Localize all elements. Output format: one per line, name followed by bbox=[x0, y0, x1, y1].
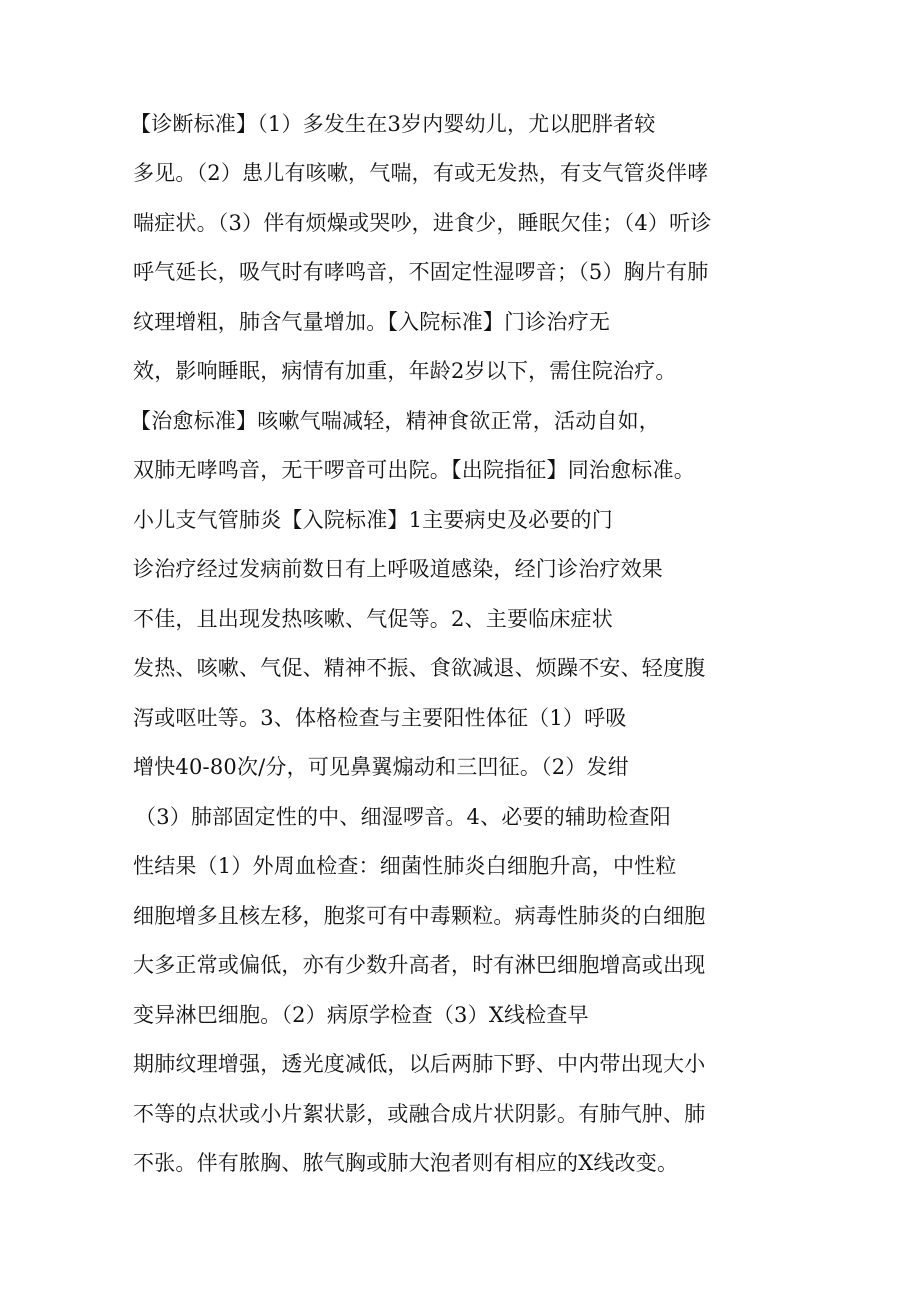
text-line-9: 小儿支气管肺炎【入院标准】1主要病史及必要的门 bbox=[133, 508, 613, 532]
text-line-10: 诊治疗经过发病前数日有上呼吸道感染，经门诊治疗效果 bbox=[133, 557, 663, 581]
text-line-7: 【治愈标准】咳嗽气喘减轻，精神食欲正常，活动自如， bbox=[130, 409, 660, 433]
text-line-12: 发热、咳嗽、气促、精神不振、食欲减退、烦躁不安、轻度腹 bbox=[133, 656, 706, 680]
text-line-22: 不张。伴有脓胸、脓气胸或肺大泡者则有相应的X线改变。 bbox=[133, 1151, 679, 1175]
text-line-5: 纹理增粗，肺含气量增加。【入院标准】门诊治疗无 bbox=[133, 310, 611, 334]
text-line-1: 【诊断标准】（1）多发生在3岁内婴幼儿，尤以肥胖者较 bbox=[130, 112, 656, 136]
text-line-16: 性结果（1）外周血检查：细菌性肺炎白细胞升高，中性粒 bbox=[133, 854, 677, 878]
text-line-3: 喘症状。（3）伴有烦燥或哭吵，进食少，睡眠欠佳；（4）听诊 bbox=[133, 211, 712, 235]
text-line-17: 细胞增多且核左移，胞浆可有中毒颗粒。病毒性肺炎的白细胞 bbox=[133, 904, 706, 928]
text-line-18: 大多正常或偏低，亦有少数升高者，时有淋巴细胞增高或出现 bbox=[133, 953, 706, 977]
text-line-19: 变异淋巴细胞。（2）病原学检查（3）X线检查早 bbox=[133, 1003, 589, 1027]
text-line-15: （3）肺部固定性的中、细湿啰音。4、必要的辅助检查阳 bbox=[135, 805, 671, 829]
text-line-20: 期肺纹理增强，透光度减低，以后两肺下野、中内带出现大小 bbox=[133, 1052, 706, 1076]
text-line-11: 不佳，且出现发热咳嗽、气促等。2、主要临床症状 bbox=[133, 607, 613, 631]
text-line-13: 泻或呕吐等。3、体格检查与主要阳性体征（1）呼吸 bbox=[133, 706, 627, 730]
text-line-8: 双肺无哮鸣音，无干啰音可出院。【出院指征】同治愈标准。 bbox=[133, 458, 695, 482]
text-line-6: 效，影响睡眠，病情有加重，年龄2岁以下，需住院治疗。 bbox=[133, 359, 677, 383]
text-line-2: 多见。（2）患儿有咳嗽，气喘，有或无发热，有支气管炎伴哮 bbox=[133, 161, 709, 185]
text-line-4: 呼气延长，吸气时有哮鸣音，不固定性湿啰音；（5）胸片有肺 bbox=[133, 260, 709, 284]
text-line-14: 增快40-80次/分，可见鼻翼煽动和三凹征。（2）发绀 bbox=[133, 755, 629, 779]
text-line-21: 不等的点状或小片絮状影，或融合成片状阴影。有肺气肿、肺 bbox=[133, 1102, 706, 1126]
